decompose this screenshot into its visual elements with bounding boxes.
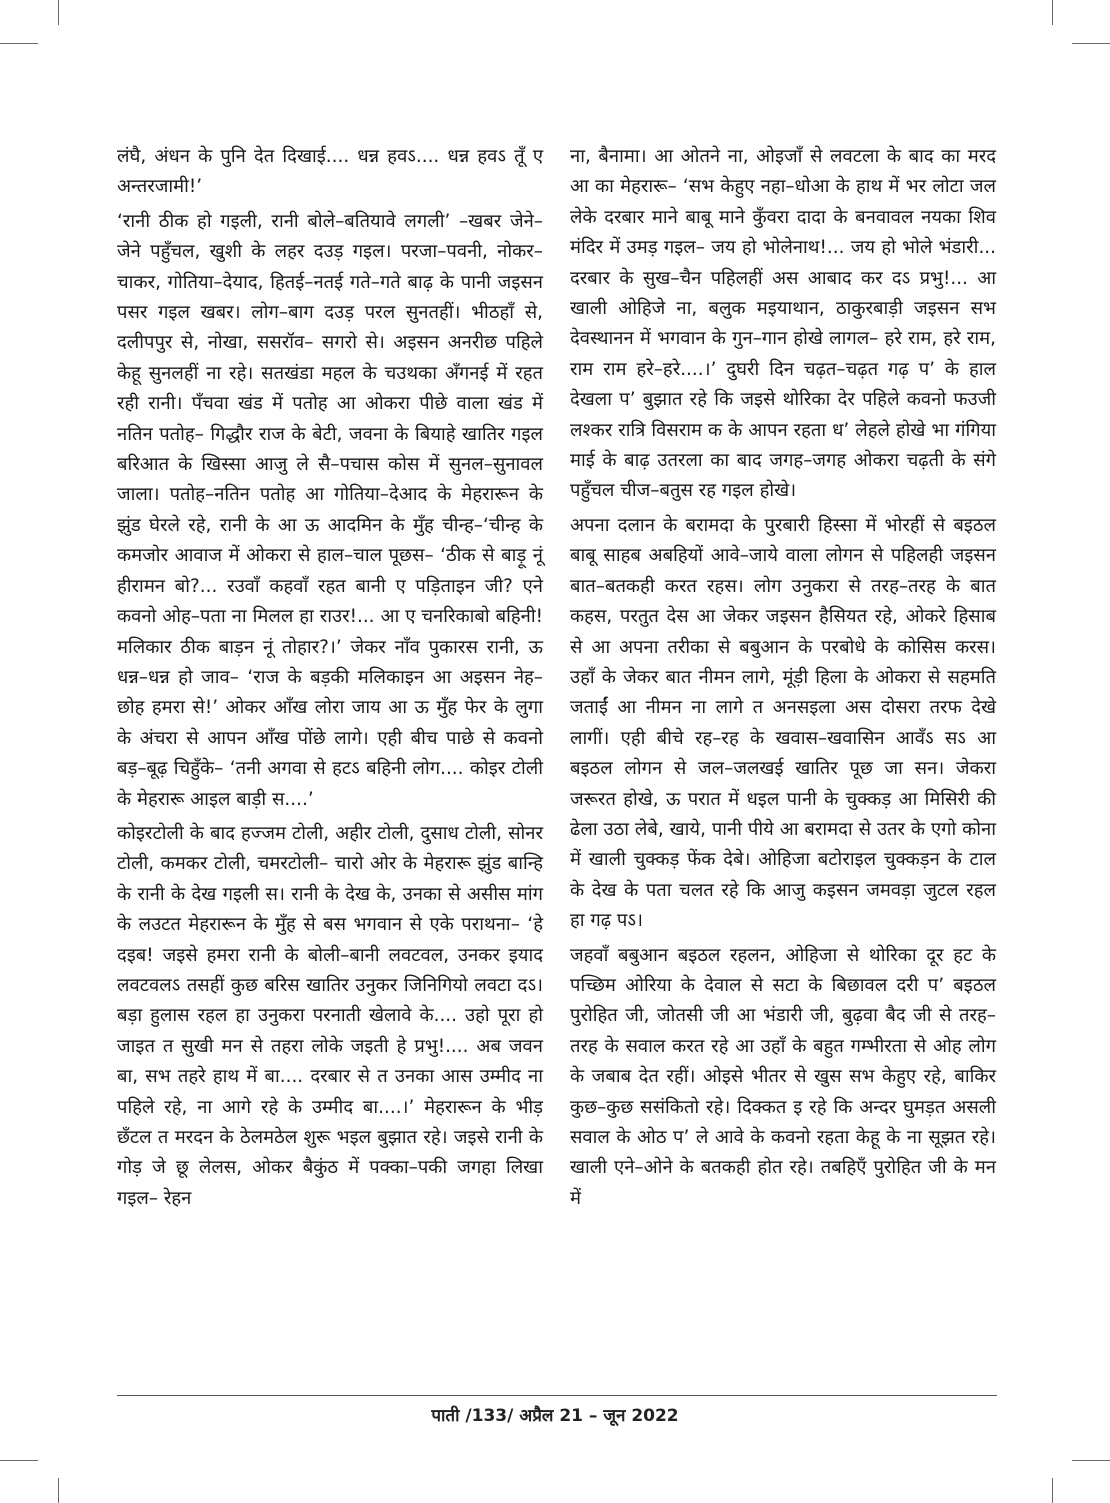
crop-mark: [58, 1478, 59, 1503]
left-column: [117, 142, 543, 1218]
crop-mark: [58, 0, 59, 25]
paragraph: कोइरटोली के बाद हज्जम टोली, अहीर टोली, दुसाध टोली, सोनर टोली, कमकर टोली, चमरटोली– चारो ओर के मेहरारू झुंड बान्हि के रानी के देख गइली स। रानी के देख के, उनका से असीस मांग के लउटत मेहरारून के मुँह से बस भगवान से एके पराथना– ‘हे दइब! जइसे हमरा रानी के बोली–बानी लवटवल, उनकर इयाद लवटवलऽ तसहीं कुछ बरिस खातिर उनुकर जिनिगियो लवटा दऽ। बड़ा हुलास रहल हा उनुकरा परनाती खेलावे के.... उहो पूरा हो जाइत त सुखी मन से तहरा लोके जइती हे प्रभु!.... अब जवन बा, सभ तहरे हाथ में बा.... दरबार से त उनका आस उम्मीद ना पहिले रहे, ना आगे रहे के उम्मीद बा....।’ मेहरारून के भीड़ छँटल त मरदन के ठेलमठेल शुरू भइल बुझात रहे। जइसे रानी के गोड़ जे छू लेलस, ओकर बैकुंठ में पक्का–पकी जगहा लिखा गइल– रेहन: [117, 822, 543, 1209]
right-column: [570, 142, 996, 1218]
crop-mark: [0, 1460, 38, 1461]
paragraph: ‘रानी ठीक हो गइली, रानी बोले–बतियावे लगली’ –खबर जेने–जेने पहुँचल, खुशी के लहर दउड़ गइल। परजा–पवनी, नोकर–चाकर, गोतिया–देयाद, हितई–नतई गते–गते बाढ़ के पानी जइसन पसर गइल खबर। लोग–बाग दउड़ परल सुनतहीं। भीठहाँ से, दलीपपुर से, नोखा, ससरॉव– सगरो से। अइसन अनरीछ पहिले केहू सुनलहीं ना रहे। सतखंडा महल के चउथका अँगनई में रहत रही रानी। पँचवा खंड में पतोह आ ओकरा पीछे वाला खंड में नतिन पतोह– गिद्धौर राज के बेटी, जवना के बियाहे खातिर गइल बरिआत के खिस्सा आजु ले सै–पचास कोस में सुनल–सुनावल जाला। पतोह–नतिन पतोह आ गोतिया–देआद के मेहरारून के झुंड घेरले रहे, रानी के आ ऊ आदमिन के मुँह चीन्ह–‘चीन्ह के कमजोर आवाज में ओकरा से हाल–चाल पूछस– ‘ठीक से बाड़ू नूं हीरामन बो?... रउवाँ कहवाँ रहत बानी ए पड़िताइन जी? एने कवनो ओह–पता ना मिलल हा राउर!... आ ए चनरिकाबो बहिनी! मलिकार ठीक बाड़न नूं तोहार?।’ जेकर नाँव पुकारस रानी, ऊ धन्न–धन्न हो जाव– ‘राज के बड़की मलिकाइन आ अइसन नेह–छोह हमरा से!’ ओकर आँख लोरा जाय आ ऊ मुँह फेर के लुगा के अंचरा से आपन आँख पोंछे लागे। एही बीच पाछे से कवनो बड़–बूढ़ चिहुँके– ‘तनी अगवा से हटऽ बहिनी लोग.... कोइर टोली के मेहरारू आइल बाड़ी स....’: [117, 210, 543, 810]
crop-mark: [1052, 1478, 1053, 1503]
paragraph: लंघै, अंधन के पुनि देत दिखाई.... धन्न हवऽ.... धन्न हवऽ तूँ ए अन्तरजामी!’: [117, 146, 543, 198]
footer-rule: [117, 1395, 997, 1396]
crop-mark: [0, 43, 38, 44]
crop-mark: [1052, 0, 1053, 25]
crop-mark: [1072, 43, 1110, 44]
paragraph: अपना दलान के बरामदा के पुरबारी हिस्सा में भोरहीं से बइठल बाबू साहब अबहियों आवे–जाये वाला लोगन से पहिलही जइसन बात–बतकही करत रहस। लोग उनुकरा से तरह–तरह के बात कहस, परतुत देस आ जेकर जइसन हैसियत रहे, ओकरे हिसाब से आ अपना तरीका से बबुआन के परबोधे के कोसिस करस। उहाँ के जेकर बात नीमन लागे, मूंड़ी हिला के ओकरा से सहमति जताईं आ नीमन ना लागे त अनसइला अस दोसरा तरफ देखे लागीं। एही बीचे रह–रह के खवास–खवासिन आवँऽ सऽ आ बइठल लोगन से जल–जलखई खातिर पूछ जा सन। जेकरा जरूरत होखे, ऊ परात में धइल पानी के चुक्कड़ आ मिसिरी की ढेला उठा लेबे, खाये, पानी पीये आ बरामदा से उतर के एगो कोना में खाली चुक्कड़ फेंक देबे। ओहिजा बटोराइल चुक्कड़न के टाल के देख के पता चलत रहे कि आजु कइसन जमवड़ा जुटल रहल हा गढ़ पऽ।: [570, 514, 996, 932]
paragraph: ना, बैनामा। आ ओतने ना, ओइजाँ से लवटला के बाद का मरद आ का मेहरारू– ‘सभ केहुए नहा–धोआ के हाथ में भर लोटा जल लेके दरबार माने बाबू माने कुँवरा दादा के बनवावल नयका शिव मंदिर में उमड़ गइल– जय हो भोलेनाथ!... जय हो भोले भंडारी... दरबार के सुख–चैन पहिलहीं अस आबाद कर दऽ प्रभु!... आ खाली ओहिजे ना, बलुक मइयाथान, ठाकुरबाड़ी जइसन सभ देवस्थानन में भगवान के गुन–गान होखे लागल– हरे राम, हरे राम, राम राम हरे–हरे....।’ दुघरी दिन चढ़त–चढ़त गढ़ प’ के हाल देखला प’ बुझात रहे कि जइसे थोरिका देर पहिले कवनो फउजी लश्कर रात्रि विसराम क के आपन रहता ध’ लेहले होखे भा गंगिया माई के बाढ़ उतरला का बाद जगह–जगह ओकरा चढ़ती के संगे पहुँचल चीज–बतुस रह गइल होखे।: [570, 146, 996, 502]
paragraph: जहवाँ बबुआन बइठल रहलन, ओहिजा से थोरिका दूर हट के पच्छिम ओरिया के देवाल से सटा के बिछावल दरी प’ बइठल पुरोहित जी, जोतसी जी आ भंडारी जी, बुढ़वा बैद जी से तरह–तरह के सवाल करत रहे आ उहाँ के बहुत गम्भीरता से ओह लोग के जबाब देत रहीं। ओइसे भीतर से खुस सभ केहुए रहे, बाकिर कुछ–कुछ ससंकितो रहे। दिक्कत इ रहे कि अन्दर घुमड़त असली सवाल के ओठ प’ ले आवे के कवनो रहता केहू के ना सूझत रहे। खाली एने–ओने के बतकही होत रहे। तबहिएँ पुरोहित जी के मन में: [570, 944, 996, 1209]
crop-mark: [1072, 1460, 1110, 1461]
page-footer: पाती /133/ अप्रैल 21 – जून 2022: [431, 1406, 679, 1426]
